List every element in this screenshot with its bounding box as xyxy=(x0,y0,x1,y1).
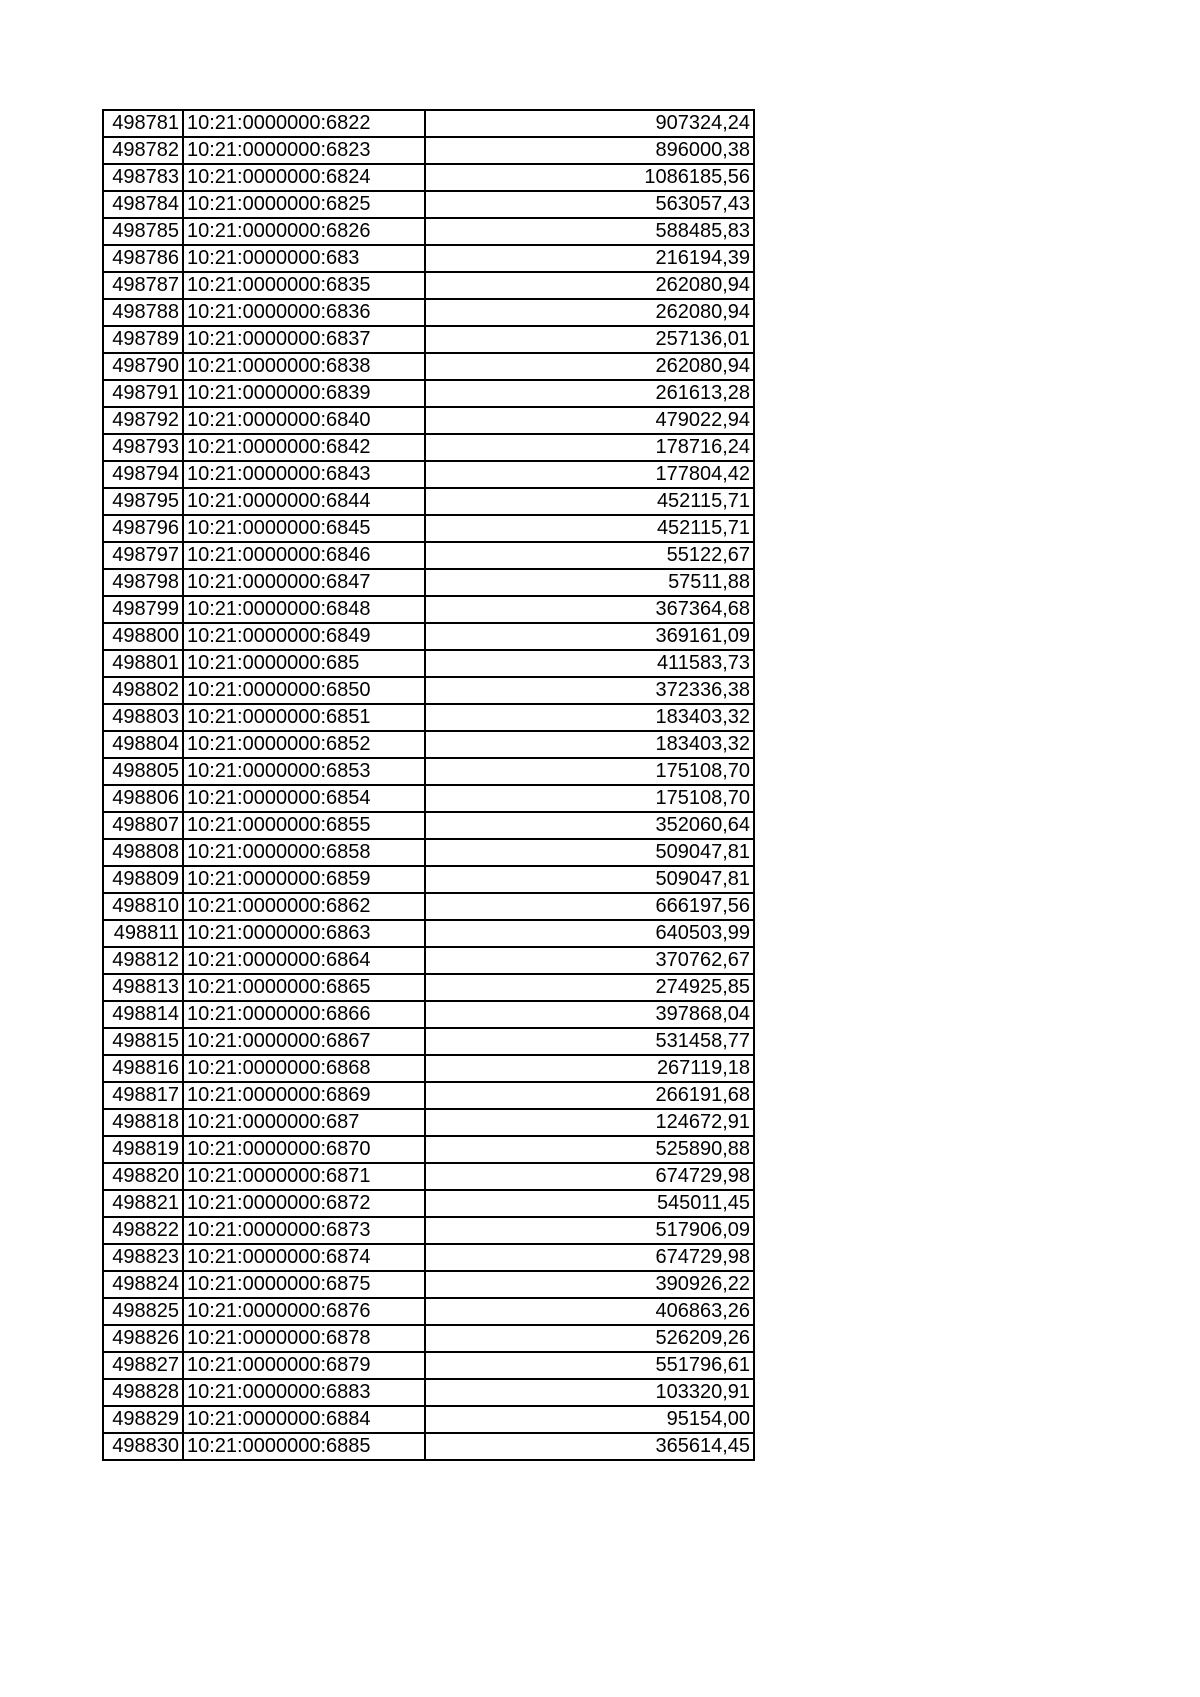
table-row xyxy=(103,1055,754,1082)
cadastral-number-cell: 10:21:0000000:6878 xyxy=(183,1325,425,1352)
row-number-cell: 498793 xyxy=(103,434,183,461)
cadastral-number-cell: 10:21:0000000:6872 xyxy=(183,1190,425,1217)
value-cell: 262080,94 xyxy=(425,353,754,380)
cadastral-number-cell: 10:21:0000000:6858 xyxy=(183,839,425,866)
cadastral-number-cell: 10:21:0000000:6848 xyxy=(183,596,425,623)
row-number-cell: 498790 xyxy=(103,353,183,380)
cadastral-number-cell: 10:21:0000000:6879 xyxy=(183,1352,425,1379)
cadastral-number-cell: 10:21:0000000:6846 xyxy=(183,542,425,569)
table-row xyxy=(103,218,754,245)
table-row xyxy=(103,785,754,812)
cadastral-number-cell: 10:21:0000000:6875 xyxy=(183,1271,425,1298)
value-cell: 183403,32 xyxy=(425,731,754,758)
value-cell: 479022,94 xyxy=(425,407,754,434)
table-row xyxy=(103,164,754,191)
cadastral-number-cell: 10:21:0000000:6871 xyxy=(183,1163,425,1190)
table-row xyxy=(103,1217,754,1244)
cadastral-number-cell: 10:21:0000000:6870 xyxy=(183,1136,425,1163)
value-cell: 545011,45 xyxy=(425,1190,754,1217)
row-number-cell: 498808 xyxy=(103,839,183,866)
row-number-cell: 498805 xyxy=(103,758,183,785)
table-row xyxy=(103,704,754,731)
row-number-cell: 498824 xyxy=(103,1271,183,1298)
row-number-cell: 498822 xyxy=(103,1217,183,1244)
table-row xyxy=(103,434,754,461)
cadastral-number-cell: 10:21:0000000:6822 xyxy=(183,110,425,137)
row-number-cell: 498809 xyxy=(103,866,183,893)
value-cell: 896000,38 xyxy=(425,137,754,164)
row-number-cell: 498792 xyxy=(103,407,183,434)
value-cell: 517906,09 xyxy=(425,1217,754,1244)
cadastral-number-cell: 10:21:0000000:683 xyxy=(183,245,425,272)
table-row xyxy=(103,380,754,407)
value-cell: 509047,81 xyxy=(425,866,754,893)
table-row xyxy=(103,677,754,704)
row-number-cell: 498781 xyxy=(103,110,183,137)
table-row xyxy=(103,893,754,920)
value-cell: 674729,98 xyxy=(425,1244,754,1271)
cadastral-number-cell: 10:21:0000000:687 xyxy=(183,1109,425,1136)
value-cell: 352060,64 xyxy=(425,812,754,839)
table-row xyxy=(103,839,754,866)
row-number-cell: 498816 xyxy=(103,1055,183,1082)
cadastral-number-cell: 10:21:0000000:6868 xyxy=(183,1055,425,1082)
value-cell: 390926,22 xyxy=(425,1271,754,1298)
row-number-cell: 498797 xyxy=(103,542,183,569)
value-cell: 175108,70 xyxy=(425,758,754,785)
row-number-cell: 498825 xyxy=(103,1298,183,1325)
row-number-cell: 498785 xyxy=(103,218,183,245)
row-number-cell: 498826 xyxy=(103,1325,183,1352)
table-row xyxy=(103,299,754,326)
table-row xyxy=(103,866,754,893)
row-number-cell: 498819 xyxy=(103,1136,183,1163)
cadastral-number-cell: 10:21:0000000:6824 xyxy=(183,164,425,191)
row-number-cell: 498814 xyxy=(103,1001,183,1028)
table-row xyxy=(103,1433,754,1460)
row-number-cell: 498829 xyxy=(103,1406,183,1433)
value-cell: 266191,68 xyxy=(425,1082,754,1109)
row-number-cell: 498803 xyxy=(103,704,183,731)
cadastral-number-cell: 10:21:0000000:6836 xyxy=(183,299,425,326)
row-number-cell: 498786 xyxy=(103,245,183,272)
table-row xyxy=(103,1190,754,1217)
cadastral-number-cell: 10:21:0000000:6840 xyxy=(183,407,425,434)
cadastral-number-cell: 10:21:0000000:6843 xyxy=(183,461,425,488)
cadastral-number-cell: 10:21:0000000:6825 xyxy=(183,191,425,218)
cadastral-number-cell: 10:21:0000000:6885 xyxy=(183,1433,425,1460)
table-row xyxy=(103,1271,754,1298)
value-cell: 55122,67 xyxy=(425,542,754,569)
row-number-cell: 498804 xyxy=(103,731,183,758)
row-number-cell: 498788 xyxy=(103,299,183,326)
table-row xyxy=(103,245,754,272)
row-number-cell: 498815 xyxy=(103,1028,183,1055)
cadastral-number-cell: 10:21:0000000:6863 xyxy=(183,920,425,947)
cadastral-number-cell: 10:21:0000000:6842 xyxy=(183,434,425,461)
table-row xyxy=(103,353,754,380)
value-cell: 674729,98 xyxy=(425,1163,754,1190)
value-cell: 452115,71 xyxy=(425,515,754,542)
cadastral-number-cell: 10:21:0000000:6869 xyxy=(183,1082,425,1109)
cadastral-number-cell: 10:21:0000000:6826 xyxy=(183,218,425,245)
value-cell: 526209,26 xyxy=(425,1325,754,1352)
table-row xyxy=(103,1298,754,1325)
row-number-cell: 498795 xyxy=(103,488,183,515)
cadastral-number-cell: 10:21:0000000:6850 xyxy=(183,677,425,704)
table-row xyxy=(103,569,754,596)
row-number-cell: 498787 xyxy=(103,272,183,299)
cadastral-number-cell: 10:21:0000000:6837 xyxy=(183,326,425,353)
row-number-cell: 498783 xyxy=(103,164,183,191)
table-row xyxy=(103,650,754,677)
row-number-cell: 498830 xyxy=(103,1433,183,1460)
table-row xyxy=(103,1136,754,1163)
row-number-cell: 498813 xyxy=(103,974,183,1001)
table-row xyxy=(103,731,754,758)
table-row xyxy=(103,623,754,650)
value-cell: 406863,26 xyxy=(425,1298,754,1325)
cadastral-number-cell: 10:21:0000000:6884 xyxy=(183,1406,425,1433)
table-body xyxy=(103,110,754,1460)
row-number-cell: 498810 xyxy=(103,893,183,920)
value-cell: 216194,39 xyxy=(425,245,754,272)
cadastral-number-cell: 10:21:0000000:6859 xyxy=(183,866,425,893)
value-cell: 588485,83 xyxy=(425,218,754,245)
cadastral-number-cell: 10:21:0000000:6867 xyxy=(183,1028,425,1055)
value-cell: 370762,67 xyxy=(425,947,754,974)
row-number-cell: 498821 xyxy=(103,1190,183,1217)
value-cell: 367364,68 xyxy=(425,596,754,623)
row-number-cell: 498812 xyxy=(103,947,183,974)
cadastral-number-cell: 10:21:0000000:6852 xyxy=(183,731,425,758)
row-number-cell: 498827 xyxy=(103,1352,183,1379)
value-cell: 257136,01 xyxy=(425,326,754,353)
table-row xyxy=(103,1163,754,1190)
cadastral-number-cell: 10:21:0000000:6851 xyxy=(183,704,425,731)
table-row xyxy=(103,1244,754,1271)
table-row xyxy=(103,1379,754,1406)
row-number-cell: 498798 xyxy=(103,569,183,596)
cadastral-number-cell: 10:21:0000000:6865 xyxy=(183,974,425,1001)
cadastral-number-cell: 10:21:0000000:6847 xyxy=(183,569,425,596)
value-cell: 452115,71 xyxy=(425,488,754,515)
table-row xyxy=(103,758,754,785)
row-number-cell: 498823 xyxy=(103,1244,183,1271)
value-cell: 372336,38 xyxy=(425,677,754,704)
value-cell: 365614,45 xyxy=(425,1433,754,1460)
cadastral-number-cell: 10:21:0000000:6854 xyxy=(183,785,425,812)
row-number-cell: 498782 xyxy=(103,137,183,164)
data-table xyxy=(102,109,755,1461)
value-cell: 907324,24 xyxy=(425,110,754,137)
cadastral-number-cell: 10:21:0000000:6835 xyxy=(183,272,425,299)
value-cell: 262080,94 xyxy=(425,272,754,299)
table-row xyxy=(103,515,754,542)
value-cell: 183403,32 xyxy=(425,704,754,731)
value-cell: 261613,28 xyxy=(425,380,754,407)
table-row xyxy=(103,1001,754,1028)
table-row xyxy=(103,326,754,353)
value-cell: 274925,85 xyxy=(425,974,754,1001)
value-cell: 509047,81 xyxy=(425,839,754,866)
row-number-cell: 498820 xyxy=(103,1163,183,1190)
cadastral-number-cell: 10:21:0000000:6844 xyxy=(183,488,425,515)
row-number-cell: 498784 xyxy=(103,191,183,218)
value-cell: 369161,09 xyxy=(425,623,754,650)
table-row xyxy=(103,974,754,1001)
cadastral-number-cell: 10:21:0000000:6823 xyxy=(183,137,425,164)
value-cell: 267119,18 xyxy=(425,1055,754,1082)
cadastral-number-cell: 10:21:0000000:6838 xyxy=(183,353,425,380)
value-cell: 666197,56 xyxy=(425,893,754,920)
row-number-cell: 498807 xyxy=(103,812,183,839)
value-cell: 57511,88 xyxy=(425,569,754,596)
table-row xyxy=(103,272,754,299)
value-cell: 397868,04 xyxy=(425,1001,754,1028)
row-number-cell: 498800 xyxy=(103,623,183,650)
cadastral-number-cell: 10:21:0000000:6866 xyxy=(183,1001,425,1028)
cadastral-number-cell: 10:21:0000000:6864 xyxy=(183,947,425,974)
value-cell: 1086185,56 xyxy=(425,164,754,191)
table-row xyxy=(103,1406,754,1433)
row-number-cell: 498801 xyxy=(103,650,183,677)
table-row xyxy=(103,191,754,218)
cadastral-number-cell: 10:21:0000000:685 xyxy=(183,650,425,677)
value-cell: 178716,24 xyxy=(425,434,754,461)
cadastral-number-cell: 10:21:0000000:6883 xyxy=(183,1379,425,1406)
table-row xyxy=(103,1082,754,1109)
cadastral-number-cell: 10:21:0000000:6855 xyxy=(183,812,425,839)
value-cell: 525890,88 xyxy=(425,1136,754,1163)
cadastral-number-cell: 10:21:0000000:6845 xyxy=(183,515,425,542)
value-cell: 531458,77 xyxy=(425,1028,754,1055)
row-number-cell: 498806 xyxy=(103,785,183,812)
table-row xyxy=(103,407,754,434)
cadastral-number-cell: 10:21:0000000:6849 xyxy=(183,623,425,650)
value-cell: 95154,00 xyxy=(425,1406,754,1433)
cadastral-number-cell: 10:21:0000000:6853 xyxy=(183,758,425,785)
row-number-cell: 498817 xyxy=(103,1082,183,1109)
table-row xyxy=(103,461,754,488)
table-row xyxy=(103,1028,754,1055)
value-cell: 124672,91 xyxy=(425,1109,754,1136)
table-row xyxy=(103,542,754,569)
value-cell: 640503,99 xyxy=(425,920,754,947)
value-cell: 103320,91 xyxy=(425,1379,754,1406)
table-row xyxy=(103,137,754,164)
cadastral-number-cell: 10:21:0000000:6874 xyxy=(183,1244,425,1271)
table-row xyxy=(103,947,754,974)
cadastral-number-cell: 10:21:0000000:6876 xyxy=(183,1298,425,1325)
value-cell: 563057,43 xyxy=(425,191,754,218)
value-cell: 177804,42 xyxy=(425,461,754,488)
table-row xyxy=(103,488,754,515)
table-row xyxy=(103,920,754,947)
row-number-cell: 498828 xyxy=(103,1379,183,1406)
row-number-cell: 498796 xyxy=(103,515,183,542)
cadastral-number-cell: 10:21:0000000:6873 xyxy=(183,1217,425,1244)
cadastral-number-cell: 10:21:0000000:6839 xyxy=(183,380,425,407)
table-row xyxy=(103,596,754,623)
row-number-cell: 498789 xyxy=(103,326,183,353)
value-cell: 551796,61 xyxy=(425,1352,754,1379)
table-row xyxy=(103,1352,754,1379)
table-row xyxy=(103,1109,754,1136)
cadastral-number-cell: 10:21:0000000:6862 xyxy=(183,893,425,920)
table-row xyxy=(103,110,754,137)
row-number-cell: 498818 xyxy=(103,1109,183,1136)
row-number-cell: 498794 xyxy=(103,461,183,488)
row-number-cell: 498799 xyxy=(103,596,183,623)
table-row xyxy=(103,812,754,839)
value-cell: 175108,70 xyxy=(425,785,754,812)
table-row xyxy=(103,1325,754,1352)
value-cell: 262080,94 xyxy=(425,299,754,326)
row-number-cell: 498791 xyxy=(103,380,183,407)
row-number-cell: 498811 xyxy=(103,920,183,947)
row-number-cell: 498802 xyxy=(103,677,183,704)
value-cell: 411583,73 xyxy=(425,650,754,677)
